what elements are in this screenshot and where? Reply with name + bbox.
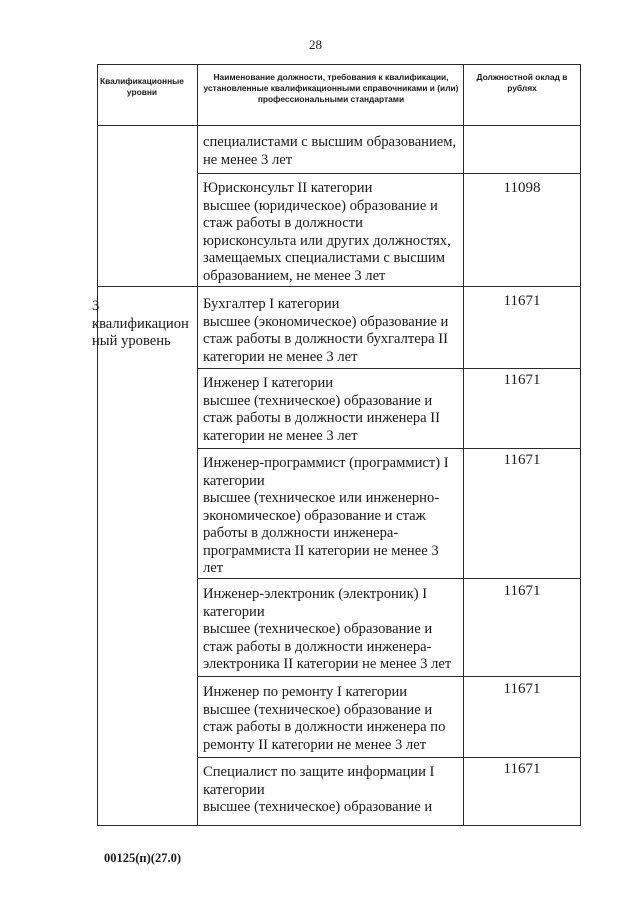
qualification-level-label: 3 квалификацион ный уровень: [92, 298, 189, 349]
table-row-salary: 11671: [503, 681, 541, 697]
header-salary: Должностной оклад в рублях: [476, 72, 568, 93]
page-number: 28: [309, 37, 322, 52]
table-row-description: Специалист по защите информации I категории высшее (техническое) образование и: [203, 764, 435, 815]
table-row-salary: 11671: [503, 452, 541, 468]
table-row-salary: 11671: [503, 583, 541, 599]
table-row-description: Юрисконсульт II категории высшее (юридическое) образование и стаж работы в должности юрисконсульта или других должностях, замещаемых специалистами с высшим образованием, не менее 3 лет: [203, 180, 451, 284]
table-row-description: Инженер-программист (программист) I категории высшее (техническое или инженерно- экономическое) образование и стаж работы в должности инженера- программиста II категории не менее 3 лет: [203, 455, 449, 576]
table-row-salary: 11671: [503, 761, 541, 777]
table-row-salary: 11098: [503, 180, 541, 196]
document-code-footer: 00125(п)(27.0): [104, 851, 181, 865]
table-row-salary: 11671: [503, 293, 541, 309]
table-row-description: Бухгалтер I категории высшее (экономическое) образование и стаж работы в должности бухгалтера II категории не менее 3 лет: [203, 296, 449, 365]
table-row-description: Инженер по ремонту I категории высшее (техническое) образование и стаж работы в должности инженера по ремонту II категории не менее 3 лет: [203, 684, 446, 753]
table-row-description: Инженер I категории высшее (техническое) образование и стаж работы в должности инженера II категории не менее 3 лет: [203, 375, 441, 444]
table-row-salary: 11671: [503, 372, 541, 388]
table-row-description: специалистами с высшим образованием, не менее 3 лет: [203, 134, 457, 168]
header-position-requirements: Наименование должности, требования к квалификации, установленные квалификационными справочниками и (или) профессиональными стандартами: [203, 72, 459, 104]
table-row-description: Инженер-электроник (электроник) I категории высшее (техническое) образование и стаж работы в должности инженера- электроника II категории не менее 3 лет: [203, 586, 452, 672]
header-qualification-levels: Квалификационные уровни: [100, 76, 184, 97]
